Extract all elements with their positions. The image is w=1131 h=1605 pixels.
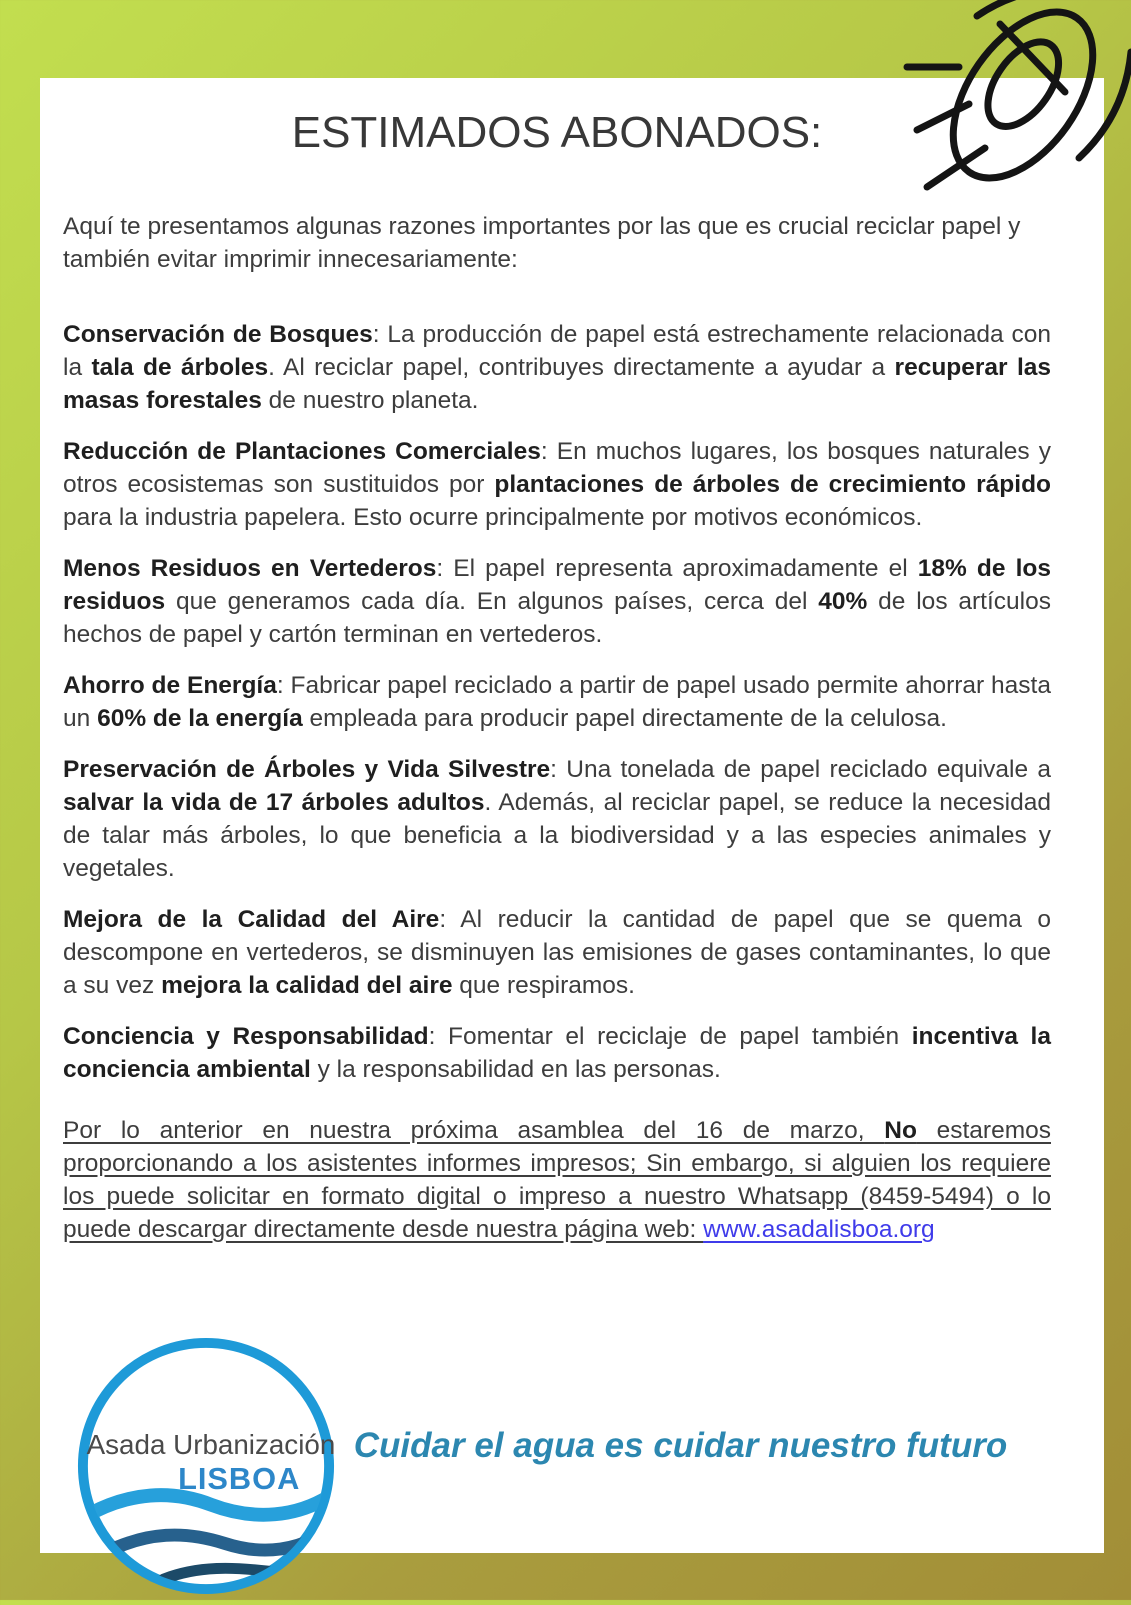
body-text: Por lo anterior en nuestra próxima asamblea del 16 de marzo, bbox=[63, 1117, 885, 1144]
body-text: . Al reciclar papel, contribuyes directamente a ayudar a bbox=[268, 354, 895, 381]
body-text: : En muchos lugares, los bosques naturales y otros ecosistemas son sustituidos por bbox=[63, 438, 1051, 498]
body-text: : Una tonelada de papel reciclado equivale a bbox=[550, 756, 1051, 783]
body-text: y la responsabilidad en las personas. bbox=[310, 1056, 721, 1083]
website-link[interactable]: www.asadalisboa.org bbox=[703, 1216, 935, 1243]
paragraph-ahorro-energia bbox=[63, 669, 1051, 735]
body-text: : Al reducir la cantidad de papel que se quema o descompone en vertederos, se disminuyen las emisiones de gases contaminantes, lo que a su vez bbox=[63, 906, 1051, 999]
body-text: : La producción de papel está estrechamente relacionada con la bbox=[63, 321, 1051, 381]
body-text: de los artículos hechos de papel y cartón terminan en vertederos. bbox=[63, 588, 1051, 648]
body-text: de nuestro planeta. bbox=[261, 387, 479, 414]
footer-row bbox=[63, 1332, 1051, 1600]
page-title: ESTIMADOS ABONADOS: bbox=[291, 108, 823, 157]
bold-text: Conservación de Bosques bbox=[63, 321, 373, 348]
water-logo-icon bbox=[72, 1332, 340, 1600]
document-page bbox=[40, 78, 1104, 1553]
paragraph-preservacion-arboles bbox=[63, 753, 1051, 885]
bold-text: incentiva la conciencia ambiental bbox=[63, 1023, 1051, 1083]
body-text: : El papel representa aproximadamente el bbox=[436, 555, 918, 582]
bold-text: Conciencia y Responsabilidad bbox=[63, 1023, 429, 1050]
body-text: que generamos cada día. En algunos países, cerca del bbox=[165, 588, 819, 615]
bold-text: Reducción de Plantaciones Comerciales bbox=[63, 438, 541, 465]
body-text: empleada para producir papel directamente de la celulosa. bbox=[302, 705, 947, 732]
bold-text: Preservación de Árboles y Vida Silvestre bbox=[63, 756, 551, 783]
body-text: que respiramos. bbox=[452, 972, 635, 999]
bold-text: salvar la vida de 17 árboles adultos bbox=[63, 789, 485, 816]
water-tagline: Cuidar el agua es cuidar nuestro futuro bbox=[353, 1426, 1008, 1465]
bold-text: 18% de los residuos bbox=[63, 555, 1052, 615]
paragraph-reduccion-plantaciones bbox=[63, 435, 1051, 534]
bold-text: mejora la calidad del aire bbox=[161, 972, 453, 999]
body-paragraphs bbox=[63, 318, 1051, 1246]
document-content bbox=[40, 78, 1104, 1600]
bold-text: tala de árboles bbox=[91, 354, 269, 381]
paragraph-conciencia bbox=[63, 1020, 1051, 1086]
bold-text: No bbox=[884, 1117, 917, 1144]
body-text: : Fabricar papel reciclado a partir de papel usado permite ahorrar hasta un bbox=[63, 672, 1051, 732]
body-text: : Fomentar el reciclaje de papel también bbox=[428, 1023, 912, 1050]
paragraph-menos-residuos bbox=[63, 552, 1051, 651]
logo-name-text: Asada Urbanización bbox=[86, 1429, 336, 1461]
paragraph-mejora-aire bbox=[63, 903, 1051, 1002]
asada-lisboa-logo bbox=[72, 1332, 340, 1600]
bold-text: recuperar las masas forestales bbox=[63, 354, 1051, 414]
bold-text: Mejora de la Calidad del Aire bbox=[63, 906, 440, 933]
bold-text: Ahorro de Energía bbox=[63, 672, 277, 699]
body-text: para la industria papelera. Esto ocurre principalmente por motivos económicos. bbox=[63, 504, 923, 531]
bold-text: 40% bbox=[818, 588, 868, 615]
logo-lisboa-text: LISBOA bbox=[178, 1460, 301, 1496]
bold-text: Menos Residuos en Vertederos bbox=[63, 555, 437, 582]
body-text: estaremos proporcionando a los asistentes informes impresos; Sin embargo, si alguien los requiere los puede solicitar en formato digital o impreso a nuestro Whatsapp (8459-5494) o lo puede descargar directamente desde nuestra página web: bbox=[63, 1117, 1051, 1243]
body-text: . Además, al reciclar papel, se reduce la necesidad de talar más árboles, lo que beneficia a la biodiversidad y a las especies animales y vegetales. bbox=[63, 789, 1052, 882]
intro-paragraph: Aquí te presentamos algunas razones importantes por las que es crucial reciclar papel y también evitar imprimir innecesariamente: bbox=[63, 213, 1021, 273]
bold-text: plantaciones de árboles de crecimiento rápido bbox=[494, 471, 1051, 498]
paragraph-aviso-asamblea bbox=[63, 1114, 1051, 1246]
bold-text: 60% de la energía bbox=[97, 705, 303, 732]
paragraph-conservacion-bosques bbox=[63, 318, 1051, 417]
